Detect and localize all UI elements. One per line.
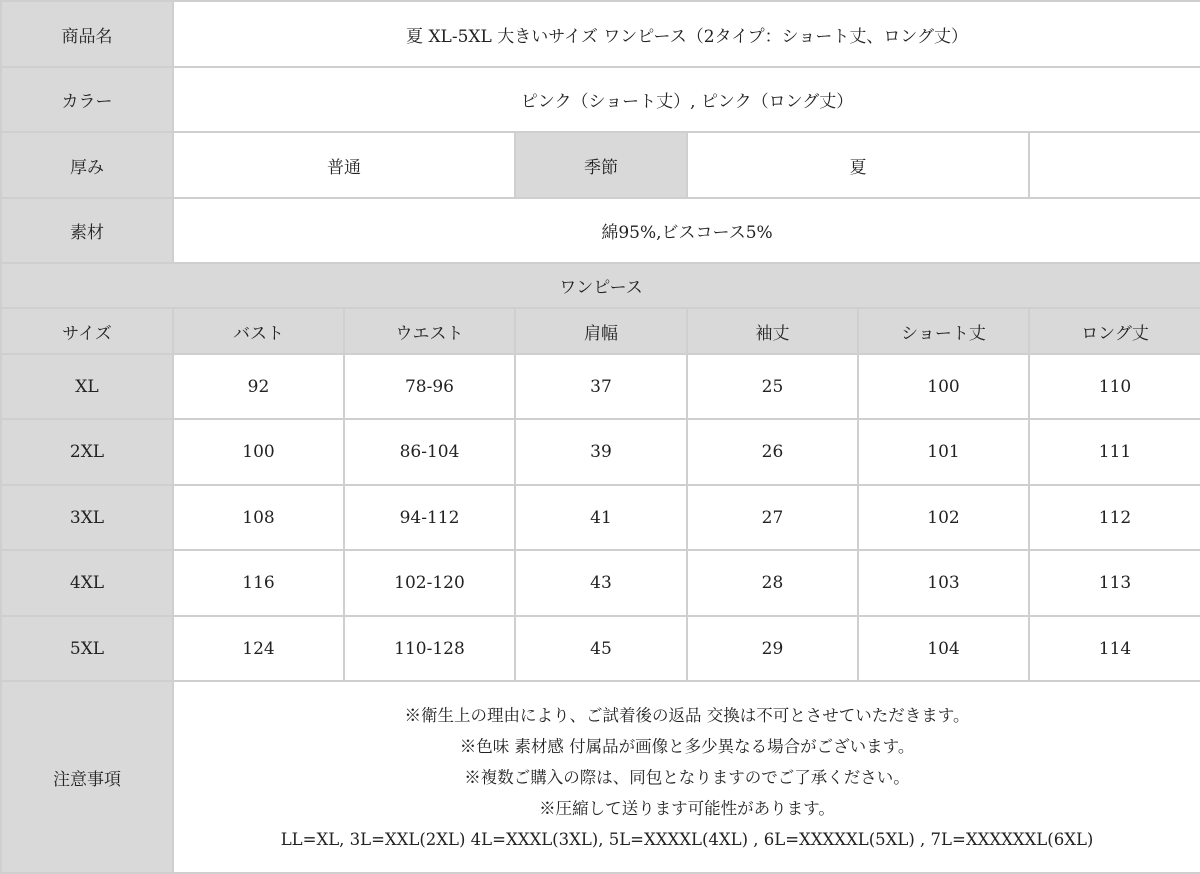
product-name-value: 夏 XL-5XL 大きいサイズ ワンピース（2タイプ：ショート丈、ロング丈）: [173, 1, 1200, 67]
material-row: [1, 198, 1200, 263]
notes-row: [1, 681, 1200, 873]
waist-cell: 102-120: [344, 550, 515, 616]
size-section-title-row: [1, 263, 1200, 308]
material-value: 綿95%,ビスコース5%: [173, 198, 1200, 263]
color-value: ピンク（ショート丈）, ピンク（ロング丈）: [173, 67, 1200, 132]
header-sleeve: 袖丈: [687, 308, 858, 354]
note-line: ※複数ご購入の際は、同包となりますのでご了承ください。: [464, 767, 910, 787]
note-line: ※色味 素材感 付属品が画像と多少異なる場合がございます。: [459, 736, 915, 756]
size-cell: XL: [1, 354, 173, 419]
shoulder-cell: 37: [515, 354, 687, 419]
header-bust: バスト: [173, 308, 344, 354]
note-line: ※衛生上の理由により、ご試着後の返品 交換は不可とさせていただきます。: [404, 705, 970, 725]
empty-cell: [1029, 132, 1200, 198]
shoulder-cell: 45: [515, 616, 687, 681]
size-row: [1, 419, 1200, 485]
material-label: 素材: [1, 198, 173, 263]
size-conversion-line: LL=XL, 3L=XXL(2XL) 4L=XXXL(3XL), 5L=XXXXL(4XL) , 6L=XXXXXL(5XL) , 7L=XXXXXXL(6XL): [280, 829, 1094, 849]
size-cell: 5XL: [1, 616, 173, 681]
waist-cell: 94-112: [344, 485, 515, 550]
note-line: ※圧縮して送ります可能性があります。: [539, 798, 835, 818]
thickness-season-row: [1, 132, 1200, 198]
thickness-label: 厚み: [1, 132, 173, 198]
shoulder-cell: 39: [515, 419, 687, 485]
header-size: サイズ: [1, 308, 173, 354]
size-row: [1, 485, 1200, 550]
sleeve-cell: 29: [687, 616, 858, 681]
notes-content: [173, 681, 1200, 873]
size-cell: 4XL: [1, 550, 173, 616]
header-shoulder: 肩幅: [515, 308, 687, 354]
shoulder-cell: 41: [515, 485, 687, 550]
header-waist: ウエスト: [344, 308, 515, 354]
thickness-value: 普通: [173, 132, 515, 198]
sleeve-cell: 26: [687, 419, 858, 485]
notes-label: 注意事項: [1, 681, 173, 873]
product-name-label: 商品名: [1, 1, 173, 67]
size-cell: 3XL: [1, 485, 173, 550]
long-length-cell: 114: [1029, 616, 1200, 681]
short-length-cell: 103: [858, 550, 1029, 616]
product-name-row: [1, 1, 1200, 67]
color-row: [1, 67, 1200, 132]
size-header-row: [1, 308, 1200, 354]
sleeve-cell: 28: [687, 550, 858, 616]
short-length-cell: 100: [858, 354, 1029, 419]
sleeve-cell: 25: [687, 354, 858, 419]
size-section-title: ワンピース: [1, 263, 1200, 308]
bust-cell: 100: [173, 419, 344, 485]
short-length-cell: 104: [858, 616, 1029, 681]
sleeve-cell: 27: [687, 485, 858, 550]
size-cell: 2XL: [1, 419, 173, 485]
shoulder-cell: 43: [515, 550, 687, 616]
long-length-cell: 113: [1029, 550, 1200, 616]
long-length-cell: 110: [1029, 354, 1200, 419]
waist-cell: 78-96: [344, 354, 515, 419]
short-length-cell: 101: [858, 419, 1029, 485]
bust-cell: 116: [173, 550, 344, 616]
season-label: 季節: [515, 132, 687, 198]
bust-cell: 124: [173, 616, 344, 681]
header-short-length: ショート丈: [858, 308, 1029, 354]
color-label: カラー: [1, 67, 173, 132]
bust-cell: 108: [173, 485, 344, 550]
waist-cell: 110-128: [344, 616, 515, 681]
size-row: [1, 354, 1200, 419]
short-length-cell: 102: [858, 485, 1029, 550]
bust-cell: 92: [173, 354, 344, 419]
size-row: [1, 616, 1200, 681]
waist-cell: 86-104: [344, 419, 515, 485]
long-length-cell: 112: [1029, 485, 1200, 550]
size-row: [1, 550, 1200, 616]
header-long-length: ロング丈: [1029, 308, 1200, 354]
long-length-cell: 111: [1029, 419, 1200, 485]
season-value: 夏: [687, 132, 1029, 198]
